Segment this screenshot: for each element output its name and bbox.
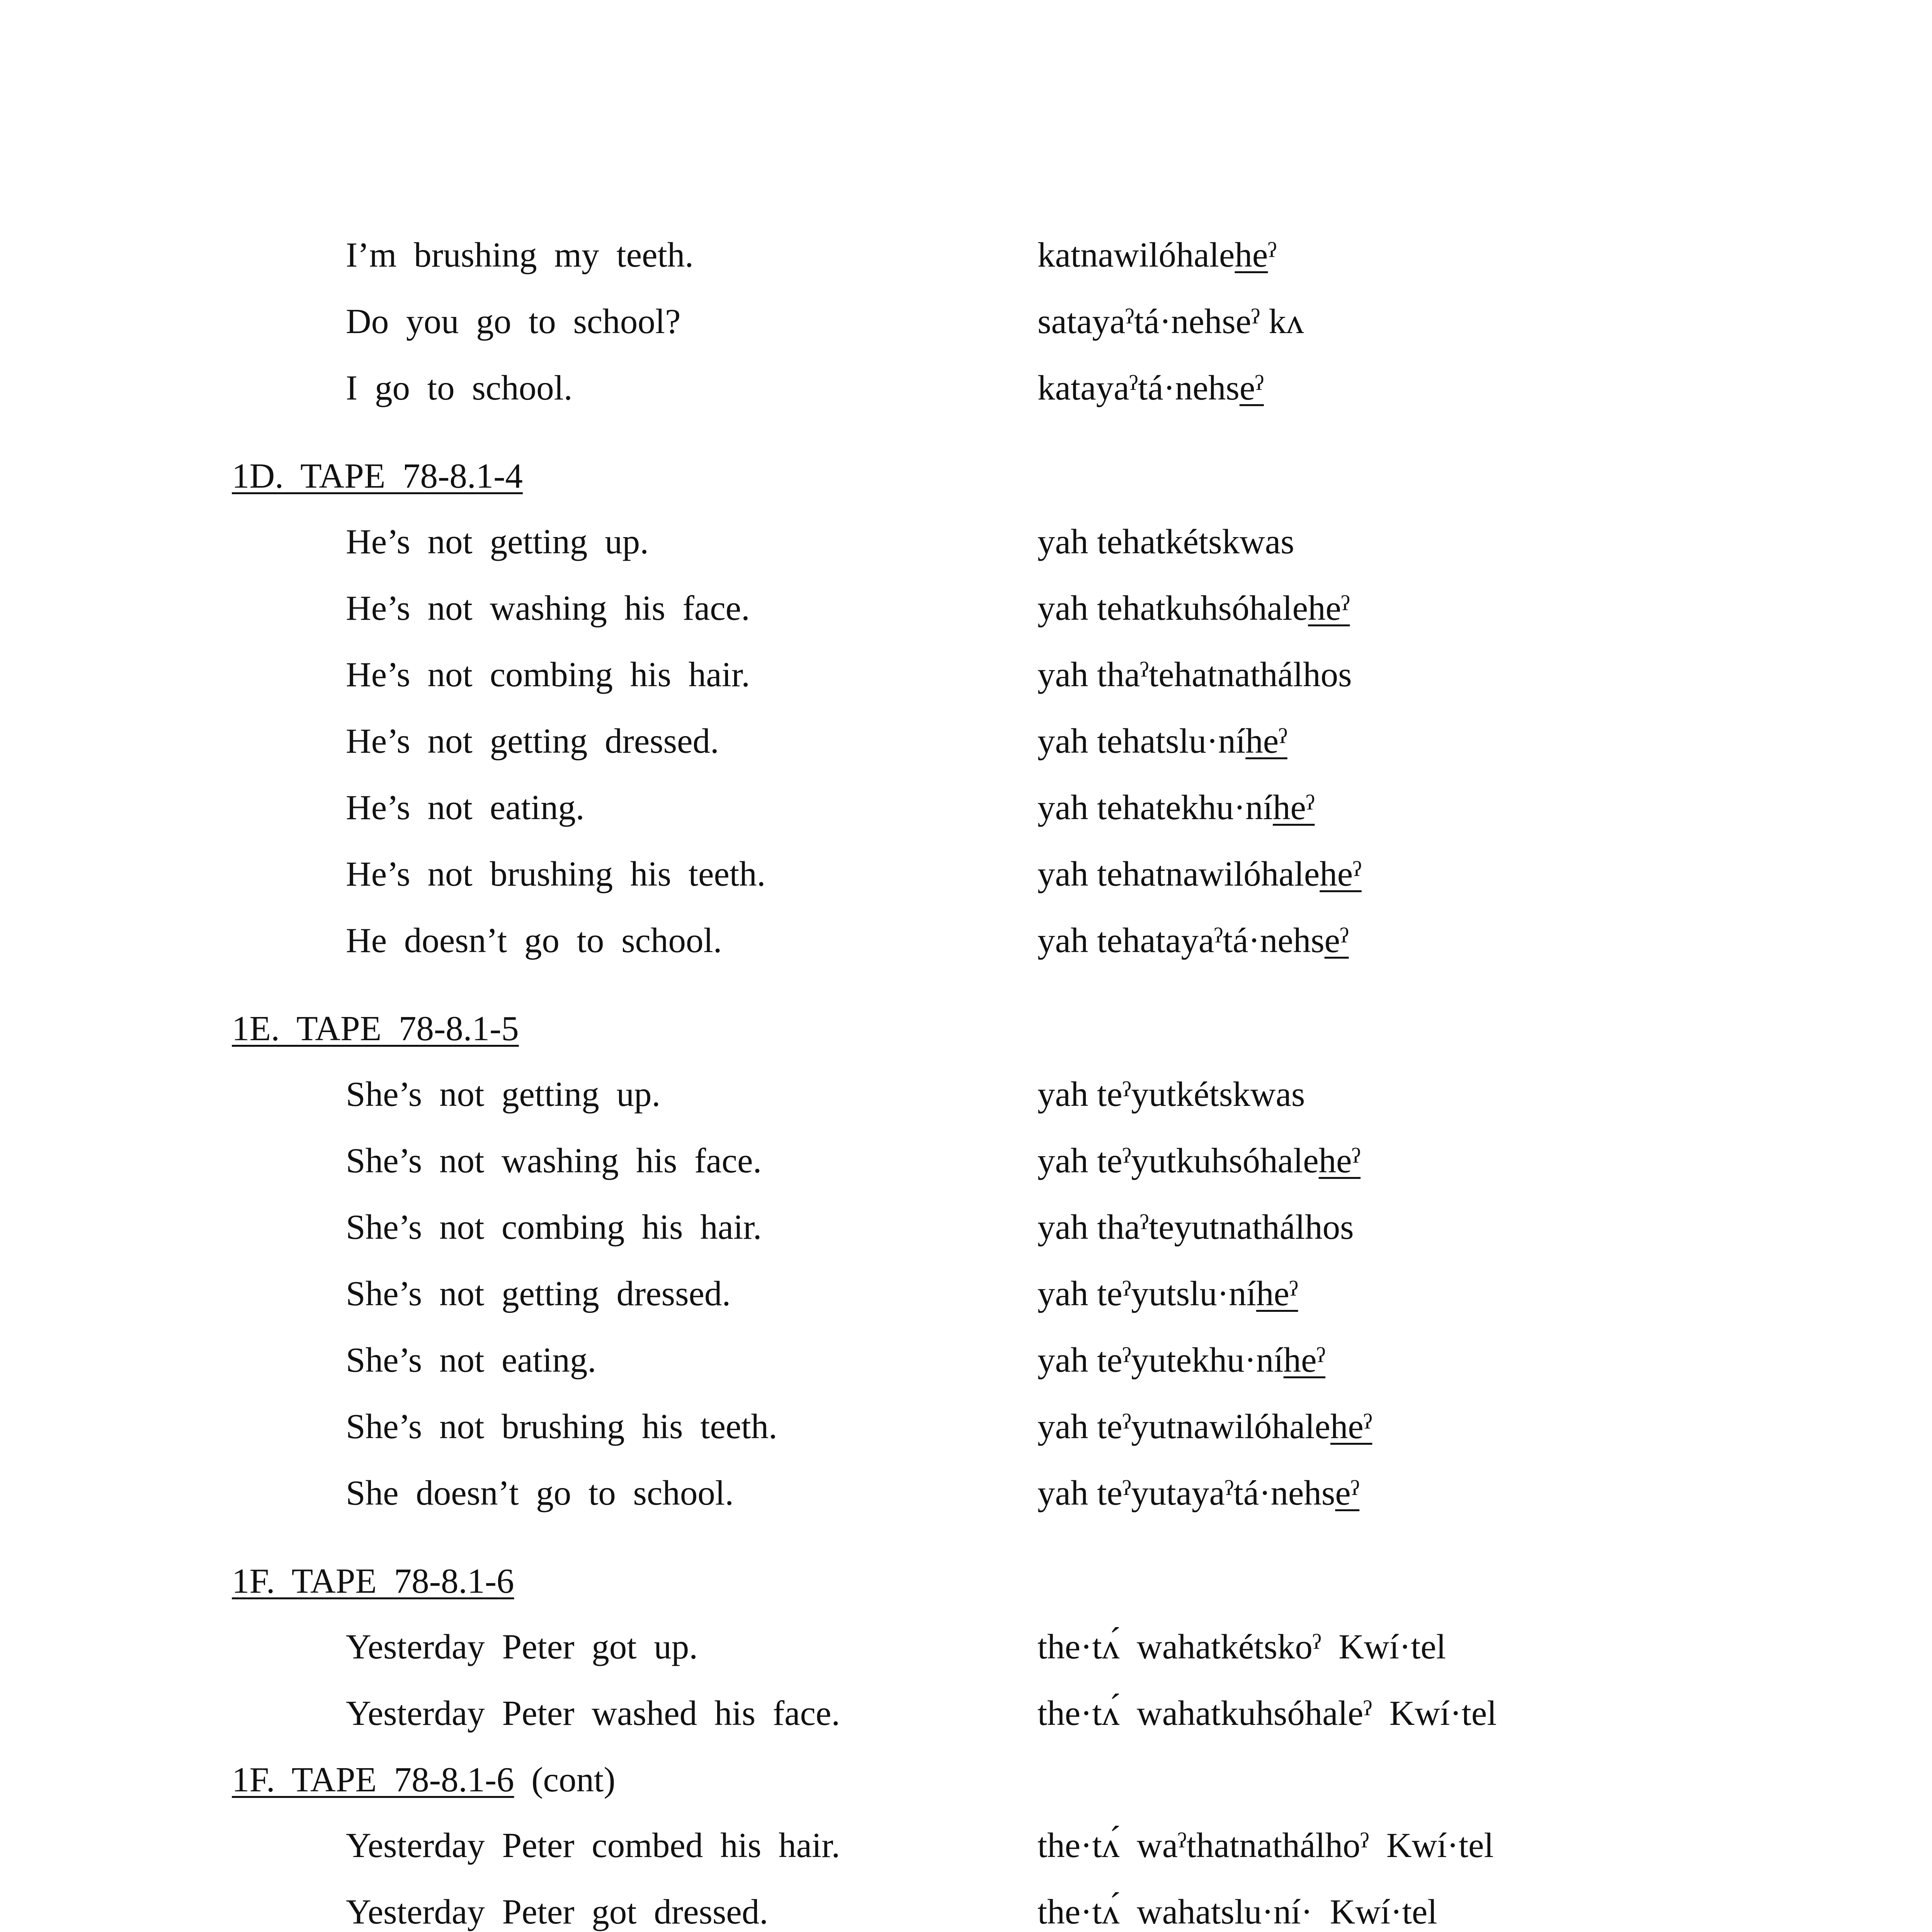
oneida-line: yah thaˀteyutnathálhos: [1037, 1208, 1354, 1247]
section-header: 1F. TAPE 78-8.1-6: [232, 1561, 514, 1600]
english-line: She’s not eating.: [346, 1340, 597, 1379]
english-line: Yesterday Peter combed his hair.: [346, 1826, 840, 1865]
oneida-line: yah tehatekhu·níheˀ: [1037, 788, 1315, 827]
english-line: He’s not washing his face.: [346, 588, 750, 628]
english-line: She’s not getting dressed.: [346, 1274, 731, 1313]
english-line: She’s not washing his face.: [346, 1141, 762, 1180]
oneida-line: the·tʌ́ wahatkétskoˀ Kwí·tel: [1037, 1627, 1446, 1666]
section-header: 1D. TAPE 78-8.1-4: [232, 456, 523, 495]
oneida-line: yah teˀyutnawilóhaleheˀ: [1037, 1407, 1372, 1446]
oneida-line: yah tehatayaˀtá·nehseˀ: [1037, 921, 1349, 960]
oneida-line: katayaˀtá·nehseˀ: [1037, 368, 1264, 407]
english-line: Yesterday Peter washed his face.: [346, 1694, 840, 1733]
english-line: She’s not getting up.: [346, 1075, 661, 1114]
english-line: Yesterday Peter got dressed.: [346, 1892, 768, 1931]
oneida-line: yah teˀyutkétskwas: [1037, 1075, 1305, 1114]
oneida-line: the·tʌ́ waˀthatnathálhoˀ Kwí·tel: [1037, 1826, 1494, 1865]
english-line: I’m brushing my teeth.: [346, 235, 694, 274]
oneida-line: yah teˀyutkuhsóhaleheˀ: [1037, 1141, 1361, 1180]
section-header: 1F. TAPE 78-8.1-6 (cont): [232, 1760, 616, 1799]
english-line: I go to school.: [346, 368, 573, 407]
english-line: He’s not brushing his teeth.: [346, 854, 766, 893]
oneida-line: satayaˀtá·nehseˀ kʌ: [1037, 302, 1304, 341]
oneida-line: yah teˀyutslu·níheˀ: [1037, 1274, 1298, 1313]
english-line: Do you go to school?: [346, 302, 681, 341]
section-header: 1E. TAPE 78-8.1-5: [232, 1009, 519, 1048]
oneida-line: katnawilóhaleheˀ: [1037, 235, 1277, 274]
continued-label: (cont): [531, 1760, 616, 1799]
oneida-line: the·tʌ́ wahatslu·ní· Kwí·tel: [1037, 1892, 1437, 1931]
english-line: He’s not getting dressed.: [346, 721, 719, 760]
oneida-line: the·tʌ́ wahatkuhsóhaleˀ Kwí·tel: [1037, 1694, 1497, 1733]
oneida-line: yah tehatkétskwas: [1037, 522, 1294, 561]
english-line: He’s not eating.: [346, 788, 585, 827]
english-line: She’s not brushing his teeth.: [346, 1407, 777, 1446]
oneida-line: yah tehatkuhsóhaleheˀ: [1037, 588, 1350, 628]
oneida-line: yah tehatslu·níheˀ: [1037, 721, 1287, 760]
english-line: She’s not combing his hair.: [346, 1208, 762, 1247]
oneida-line: yah thaˀtehatnathálhos: [1037, 655, 1352, 694]
english-line: He’s not combing his hair.: [346, 655, 750, 694]
english-line: He’s not getting up.: [346, 522, 649, 561]
oneida-line: yah tehatnawilóhaleheˀ: [1037, 854, 1362, 893]
oneida-line: yah teˀyutayaˀtá·nehseˀ: [1037, 1473, 1360, 1512]
english-line: She doesn’t go to school.: [346, 1473, 734, 1512]
oneida-line: yah teˀyutekhu·níheˀ: [1037, 1340, 1326, 1379]
english-line: Yesterday Peter got up.: [346, 1627, 698, 1666]
english-line: He doesn’t go to school.: [346, 921, 722, 960]
